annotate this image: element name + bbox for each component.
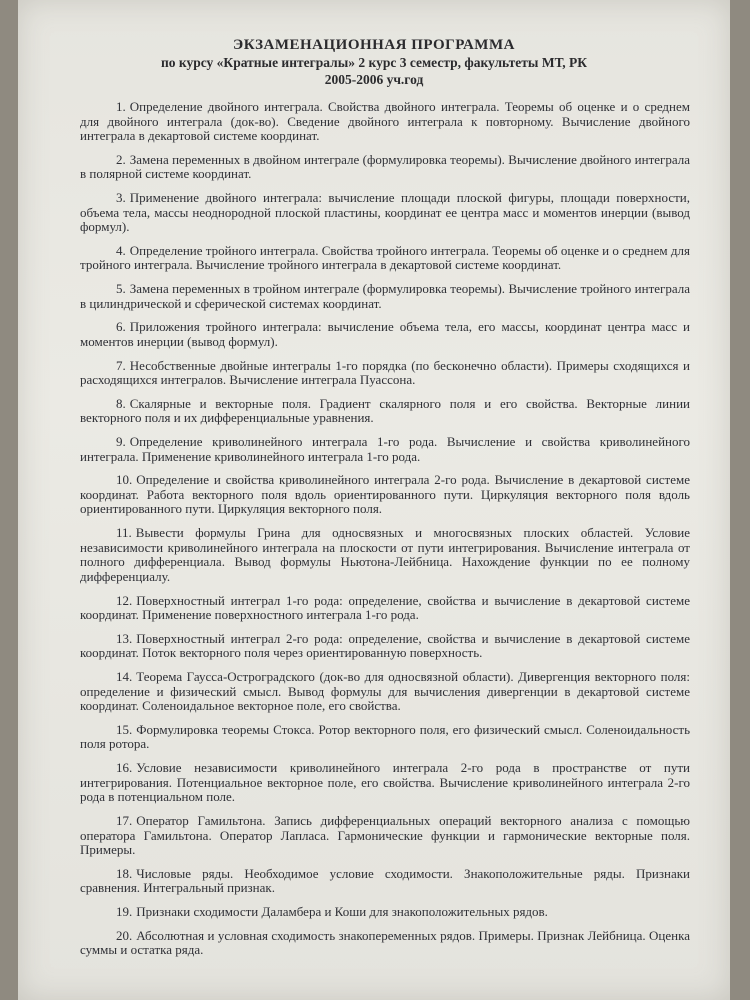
question-text: Теорема Гаусса-Остроградского (док-во для односвязной области). Дивергенция векторного поля: определение и физический смысл. Вывод формулы для вычисления дивергенции в декартовой системе координат. Соленоидальное векторное поле, его свойства. (80, 669, 690, 714)
exam-question (80, 632, 690, 661)
question-number: 17. (116, 812, 133, 828)
question-text: Поверхностный интеграл 2-го рода: определение, свойства и вычисление в декартовой системе координат. Поток векторного поля через ориентированную поверхность. (80, 630, 690, 661)
exam-question (80, 244, 690, 273)
question-number: 2. (116, 151, 126, 167)
document-header (18, 36, 730, 88)
question-text: Поверхностный интеграл 1-го рода: определение, свойства и вычисление в декартовой системе координат. Применение поверхностного интеграла 1-го рода. (80, 592, 690, 623)
question-number: 8. (116, 395, 126, 411)
exam-program-sheet (18, 0, 730, 1000)
exam-questions-list (80, 100, 690, 958)
exam-question (80, 526, 690, 584)
question-number: 18. (116, 865, 133, 881)
question-number: 9. (116, 434, 126, 450)
question-number: 19. (116, 903, 133, 919)
question-text: Замена переменных в двойном интеграле (формулировка теоремы). Вычисление двойного интеграла в полярной системе координат. (80, 151, 690, 182)
document-subtitle: по курсу «Кратные интегралы» 2 курс 3 семестр, факультеты МТ, РК (160, 55, 588, 70)
exam-question (80, 100, 690, 144)
question-number: 7. (116, 357, 126, 373)
exam-question (80, 594, 690, 623)
exam-question (80, 867, 690, 896)
exam-question (80, 761, 690, 805)
question-text: Формулировка теоремы Стокса. Ротор векторного поля, его физический смысл. Соленоидальность поля ротора. (80, 721, 690, 752)
exam-question (80, 282, 690, 311)
question-text: Скалярные и векторные поля. Градиент скалярного поля и его свойства. Векторные линии векторного поля и их дифференциальные уравнения. (80, 395, 690, 426)
document-title: ЭКЗАМЕНАЦИОННАЯ ПРОГРАММА (233, 37, 515, 53)
academic-year: 2005-2006 уч.год (324, 72, 424, 87)
question-text: Определение двойного интеграла. Свойства двойного интеграла. Теоремы об оценке и о среднем для двойного интеграла (док-во). Сведение двойного интеграла к повторному. Вычисление двойного интеграла в декартовой системе координат. (80, 99, 690, 144)
question-text: Числовые ряды. Необходимое условие сходимости. Знакоположительные ряды. Признаки сравнения. Интегральный признак. (80, 865, 690, 896)
question-text: Оператор Гамильтона. Запись дифференциальных операций векторного анализа с помощью оператора Гамильтона. Оператор Лапласа. Гармонические функции и гармонические векторные поля. Примеры. (80, 812, 690, 858)
question-number: 11. (116, 525, 132, 541)
question-text: Определение криволинейного интеграла 1-го рода. Вычисление и свойства криволинейного интеграла. Применение криволинейного интеграла 1-го рода. (80, 434, 690, 464)
exam-question (80, 191, 690, 235)
exam-question (80, 320, 690, 349)
question-text: Условие независимости криволинейного интеграла 2-го рода в пространстве от пути интегрирования. Потенциальное векторное поле, его свойства. Вычисление криволинейного интеграла 2-го рода в потенциальном поле. (80, 760, 690, 805)
question-text: Замена переменных в тройном интеграле (формулировка теоремы). Вычисление тройного интеграла в цилиндрической и сферической системах координат. (80, 281, 690, 311)
question-number: 1. (116, 99, 126, 114)
exam-question (80, 359, 690, 388)
exam-question (80, 670, 690, 714)
question-text: Несобственные двойные интегралы 1-го порядка (по бесконечно области). Примеры сходящихся и расходящихся интегралов. Вычисление интеграла Пуассона. (80, 357, 690, 388)
exam-question (80, 435, 690, 464)
question-number: 3. (116, 190, 126, 206)
question-text: Признаки сходимости Даламбера и Коши для знакоположительных рядов. (136, 903, 548, 919)
question-text: Приложения тройного интеграла: вычисление объема тела, его массы, координат центра масс и моментов инерции (вывод формул). (80, 319, 690, 349)
exam-question (80, 153, 690, 182)
question-number: 5. (116, 281, 126, 297)
exam-question (80, 397, 690, 426)
question-number: 4. (116, 242, 126, 258)
question-text: Определение и свойства криволинейного интеграла 2-го рода. Вычисление в декартовой системе координат. Работа векторного поля вдоль ориентированного пути. Циркуляция векторного поля вдоль ориентированного пути. Циркуляция векторного поля. (80, 472, 690, 517)
question-text: Определение тройного интеграла. Свойства тройного интеграла. Теоремы об оценке и о среднем для тройного интеграла. Вычисление тройного интеграла в декартовой системе координат. (80, 242, 690, 273)
question-number: 15. (116, 721, 133, 737)
question-text: Абсолютная и условная сходимость знакопеременных рядов. Примеры. Признак Лейбница. Оценка суммы и остатка ряда. (80, 927, 690, 958)
exam-question (80, 723, 690, 752)
question-number: 12. (116, 592, 133, 608)
question-number: 10. (116, 472, 133, 488)
question-number: 20. (116, 927, 133, 943)
question-number: 14. (116, 669, 133, 685)
question-text: Вывести формулы Грина для односвязных и многосвязных плоских областей. Условие независимости криволинейного интеграла на плоскости от пути интегрирования. Вычисление интеграла от полного дифференциала. Вывод формулы Ньютона-Лейбница. Нахождение функции по ее полному дифференциалу. (80, 525, 690, 584)
exam-question (80, 929, 690, 958)
exam-question (80, 814, 690, 858)
exam-question (80, 473, 690, 517)
exam-question (80, 905, 690, 920)
question-number: 13. (116, 630, 133, 646)
question-text: Применение двойного интеграла: вычисление площади плоской фигуры, площади поверхности, объема тела, массы неоднородной плоской пластины, координат ее центра масс и моментов инерции (вывод формул). (80, 190, 690, 235)
question-number: 16. (116, 760, 133, 776)
question-number: 6. (116, 319, 126, 335)
